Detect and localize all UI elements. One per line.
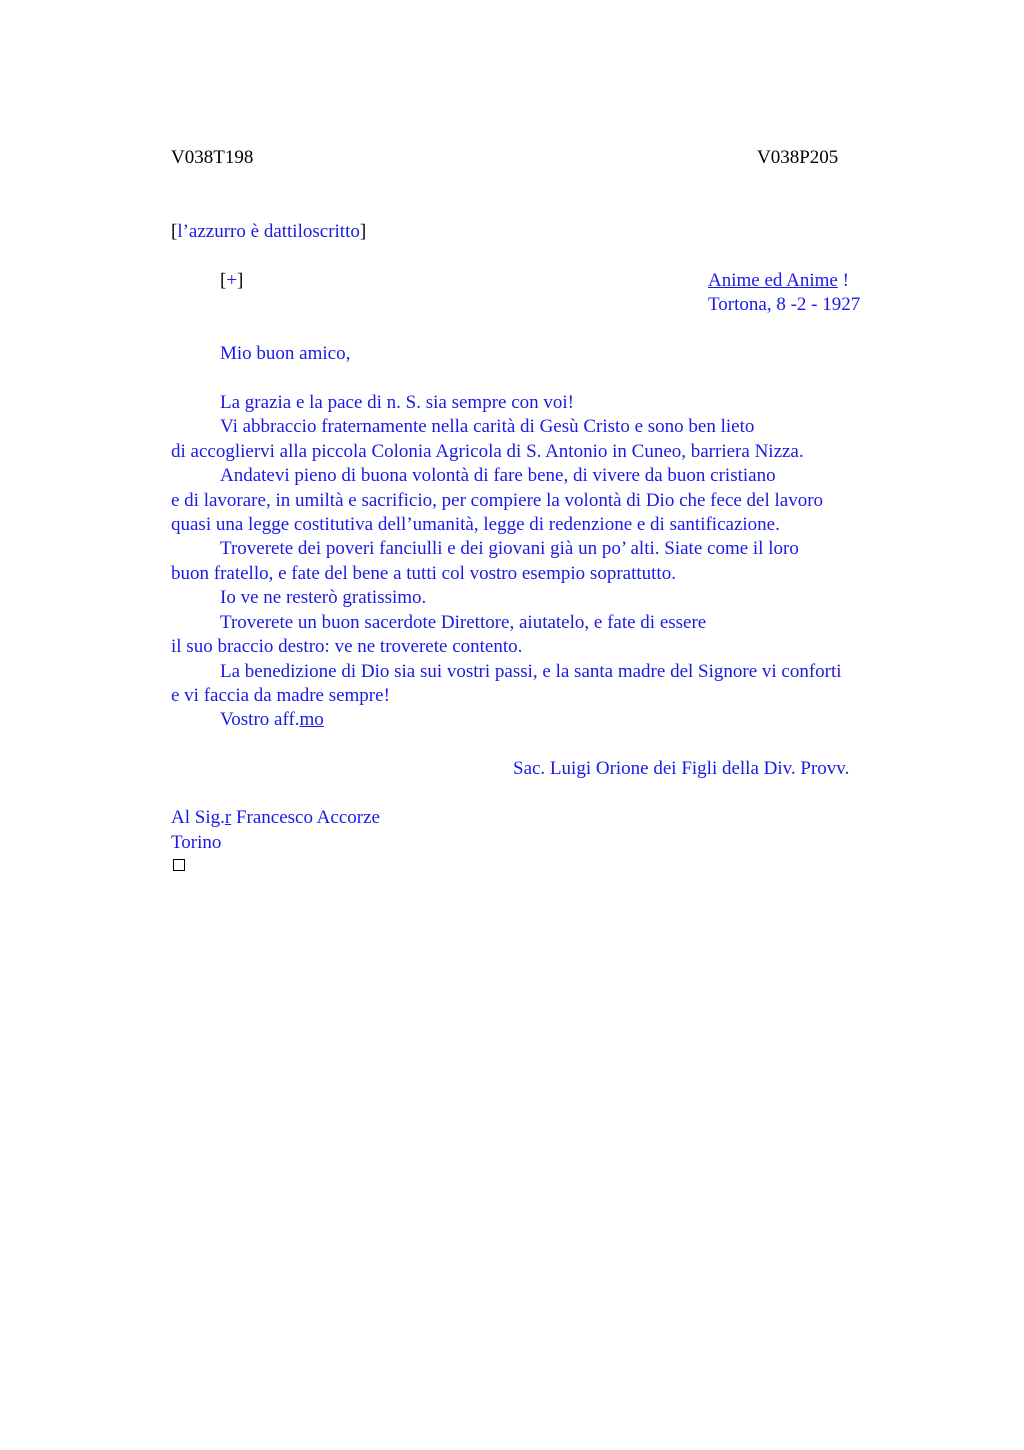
signature: Sac. Luigi Orione dei Figli della Div. Provv. (513, 758, 850, 779)
place-date: Tortona, 8 -2 - 1927 (708, 294, 861, 315)
cross-symbol: + (226, 270, 238, 291)
document-code-left: V038T198 (171, 147, 254, 168)
body-line: quasi una legge costitutiva dell’umanità, legge di redenzione e di santificazione. (171, 514, 780, 535)
cross-mark (220, 269, 243, 294)
motto-exclamation: ! (837, 270, 849, 291)
body-line: di accogliervi alla piccola Colonia Agricola di S. Antonio in Cuneo, barriera Nizza. (171, 441, 804, 462)
closing-superscript: mo (299, 709, 324, 730)
end-square-icon (173, 859, 185, 871)
body-line: Andatevi pieno di buona volontà di fare bene, di vivere da buon cristiano (220, 465, 776, 486)
salutation: Mio buon amico, (220, 343, 351, 364)
motto-text: Anime ed Anime (708, 270, 838, 291)
cross-open-bracket: [ (220, 270, 227, 291)
body-line: il suo braccio destro: ve ne troverete contento. (171, 636, 523, 657)
body-line: Io ve ne resterò gratissimo. (220, 587, 427, 608)
address-city: Torino (171, 832, 222, 853)
cross-close-bracket: ] (237, 270, 244, 291)
body-line: La benedizione di Dio sia sui vostri passi, e la santa madre del Signore vi conforti (220, 661, 842, 682)
body-line: e di lavorare, in umiltà e sacrificio, per compiere la volontà di Dio che fece del lavoro (171, 490, 824, 511)
document-code-right: V038P205 (757, 147, 839, 168)
address-recipient (171, 806, 380, 831)
closing-prefix: Vostro aff. (220, 709, 300, 730)
body-line: Vi abbraccio fraternamente nella carità di Gesù Cristo e sono ben lieto (220, 416, 755, 437)
body-line: Troverete dei poveri fanciulli e dei giovani già un po’ alti. Siate come il loro (220, 538, 799, 559)
body-line: e vi faccia da madre sempre! (171, 685, 390, 706)
note-open-bracket: [ (171, 221, 178, 242)
closing (220, 708, 324, 733)
motto (708, 269, 849, 294)
body-line: La grazia e la pace di n. S. sia sempre con voi! (220, 392, 574, 413)
address-abbr: r (224, 807, 232, 828)
body-line: buon fratello, e fate del bene a tutti col vostro esempio soprattutto. (171, 563, 676, 584)
editorial-note (171, 220, 366, 245)
address-name: Francesco Accorze (231, 807, 380, 828)
note-text: l’azzurro è dattiloscritto (177, 221, 360, 242)
body-line: Troverete un buon sacerdote Direttore, aiutatelo, e fate di essere (220, 612, 707, 633)
note-close-bracket: ] (359, 221, 367, 242)
address-prefix: Al Sig. (171, 807, 225, 828)
